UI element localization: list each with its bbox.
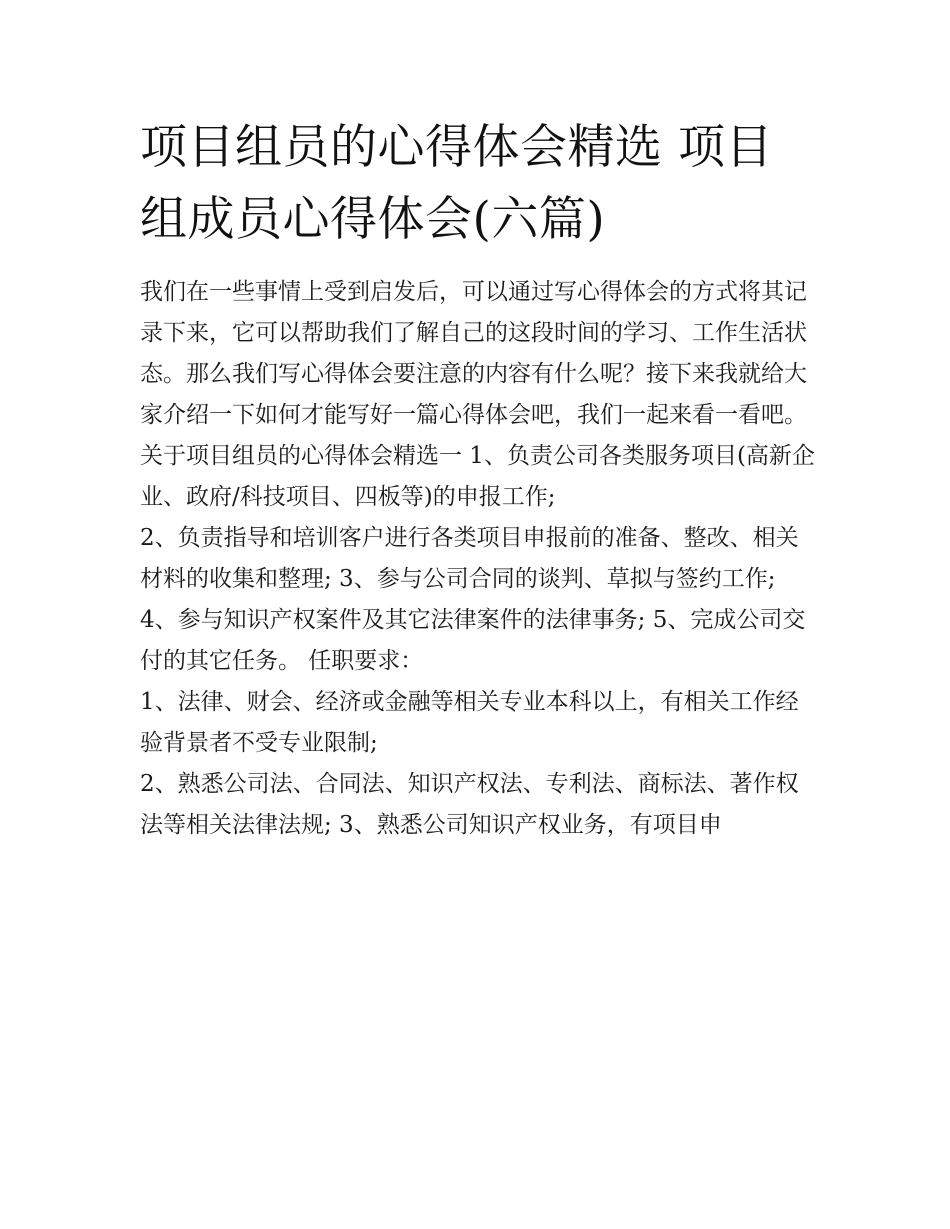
document-body — [140, 272, 820, 846]
paragraph-duty-1: 关于项目组员的心得体会精选一 1、负责公司各类服务项目(高新企业、政府/科技项目、四板等)的申报工作; — [140, 443, 815, 510]
paragraph-requirement-1: 1、法律、财会、经济或金融等相关专业本科以上，有相关工作经验背景者不受专业限制; — [140, 689, 799, 756]
intro-paragraph: 我们在一些事情上受到启发后，可以通过写心得体会的方式将其记录下来，它可以帮助我们了解自己的这段时间的学习、工作生活状态。那么我们写心得体会要注意的内容有什么呢？接下来我就给大家介绍一下如何才能写好一篇心得体会吧，我们一起来看一看吧。 — [140, 279, 807, 428]
paragraph-duty-4-5: 4、参与知识产权案件及其它法律案件的法律事务; 5、完成公司交付的其它任务。 任职要求： — [140, 607, 806, 674]
document-title: 项目组员的心得体会精选 项目组成员心得体会(六篇) — [140, 120, 773, 247]
paragraph-requirement-2-3: 2、熟悉公司法、合同法、知识产权法、专利法、商标法、著作权法等相关法律法规; 3、熟悉公司知识产权业务，有项目申 — [140, 771, 799, 838]
paragraph-duty-2-3: 2、负责指导和培训客户进行各类项目申报前的准备、整改、相关材料的收集和整理; 3、参与公司合同的谈判、草拟与签约工作; — [140, 525, 799, 592]
document-content — [140, 112, 820, 846]
